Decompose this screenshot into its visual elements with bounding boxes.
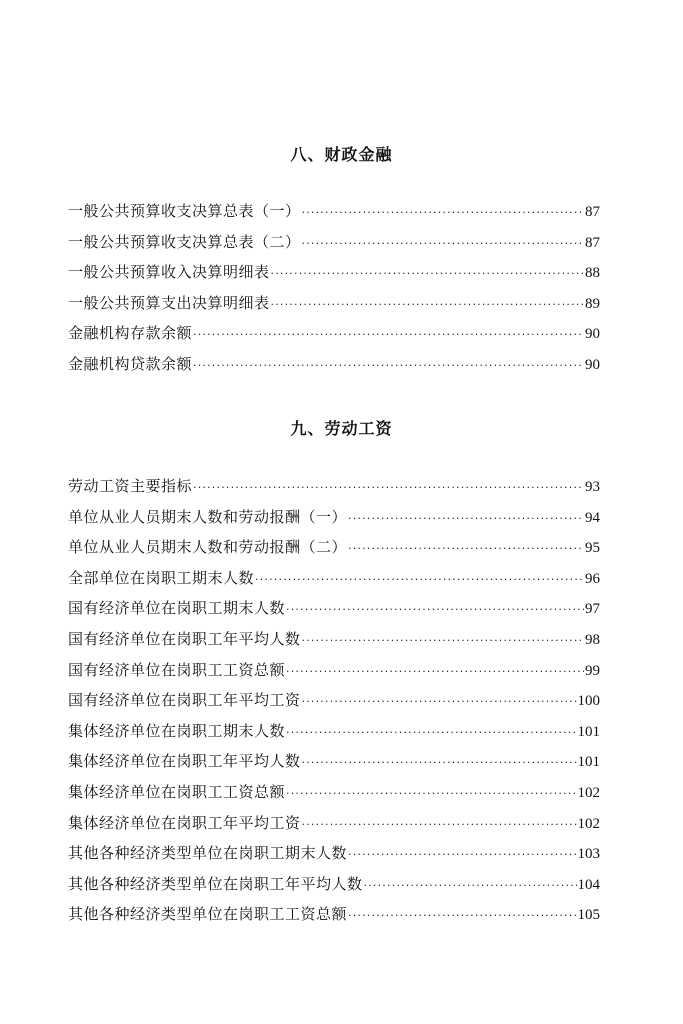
toc-entry-title: 其他各种经济类型单位在岗职工年平均人数 bbox=[68, 874, 363, 893]
toc-entry-title: 集体经济单位在岗职工期末人数 bbox=[68, 721, 286, 740]
toc-entry[interactable] bbox=[68, 536, 600, 567]
toc-entry[interactable] bbox=[68, 506, 600, 537]
toc-leader-dots bbox=[348, 905, 576, 927]
toc-entry-title: 集体经济单位在岗职工年平均工资 bbox=[68, 813, 301, 832]
toc-entry-title: 金融机构存款余额 bbox=[68, 324, 193, 343]
toc-entry[interactable] bbox=[68, 903, 600, 934]
toc-entry[interactable] bbox=[68, 200, 600, 231]
toc-entry-title: 全部单位在岗职工期末人数 bbox=[68, 568, 255, 587]
toc-entry[interactable] bbox=[68, 567, 600, 598]
toc-page-number: 87 bbox=[585, 204, 600, 220]
toc-leader-dots bbox=[348, 844, 576, 866]
toc-leader-dots bbox=[348, 508, 584, 530]
toc-page-number: 96 bbox=[585, 570, 600, 587]
toc-entry-title: 一般公共预算收支决算总表（二） bbox=[68, 232, 301, 251]
toc-entry-title: 其他各种经济类型单位在岗职工工资总额 bbox=[68, 905, 348, 924]
toc-page-number: 100 bbox=[577, 693, 600, 710]
toc-leader-dots bbox=[193, 355, 584, 377]
toc-entry[interactable] bbox=[68, 689, 600, 720]
toc-leader-dots bbox=[302, 630, 584, 652]
toc-entry-title: 国有经济单位在岗职工工资总额 bbox=[68, 660, 286, 679]
toc-entry-title: 金融机构贷款余额 bbox=[68, 354, 193, 373]
toc-leader-dots bbox=[286, 599, 584, 621]
toc-leader-dots bbox=[271, 294, 584, 316]
section-title-finance: 八、财政金融 bbox=[290, 145, 393, 164]
toc-entry[interactable] bbox=[68, 628, 600, 659]
toc-entry-title: 集体经济单位在岗职工工资总额 bbox=[68, 782, 286, 801]
toc-entry[interactable] bbox=[68, 812, 600, 843]
toc-page-number: 105 bbox=[577, 907, 600, 924]
toc-entry[interactable] bbox=[68, 261, 600, 292]
toc-leader-dots bbox=[286, 783, 576, 805]
toc-entry-title: 劳动工资主要指标 bbox=[68, 477, 193, 495]
toc-entry-title: 一般公共预算收支决算总表（一） bbox=[68, 202, 301, 220]
toc-page-number: 90 bbox=[585, 356, 600, 373]
toc-entry[interactable] bbox=[68, 842, 600, 873]
toc-leader-dots bbox=[302, 752, 577, 774]
toc-entry[interactable] bbox=[68, 781, 600, 812]
toc-leader-dots bbox=[302, 814, 577, 836]
toc-page-number: 101 bbox=[577, 723, 600, 740]
toc-page-number: 93 bbox=[585, 479, 600, 495]
toc-page-number: 89 bbox=[585, 295, 600, 312]
toc-page-number: 98 bbox=[585, 631, 600, 648]
toc-entry-title: 集体经济单位在岗职工年平均人数 bbox=[68, 752, 301, 771]
toc-page-number: 88 bbox=[585, 265, 600, 282]
toc-entry[interactable] bbox=[68, 231, 600, 262]
toc-page-number: 87 bbox=[585, 234, 600, 251]
toc-page-number: 97 bbox=[585, 601, 600, 618]
toc-entry-title: 其他各种经济类型单位在岗职工期末人数 bbox=[68, 844, 348, 863]
toc-entry[interactable] bbox=[68, 322, 600, 353]
toc-page-number: 102 bbox=[577, 815, 600, 832]
toc-entry-title: 单位从业人员期末人数和劳动报酬（二） bbox=[68, 538, 348, 557]
toc-entry-title: 一般公共预算支出决算明细表 bbox=[68, 293, 270, 312]
toc-entry[interactable] bbox=[68, 873, 600, 904]
toc-entry-title: 国有经济单位在岗职工期末人数 bbox=[68, 599, 286, 618]
toc-page-number: 104 bbox=[577, 876, 600, 893]
toc-leader-dots bbox=[302, 202, 584, 224]
toc-page-number: 101 bbox=[577, 754, 600, 771]
toc-entry-title: 国有经济单位在岗职工年平均工资 bbox=[68, 691, 301, 710]
toc-leader-dots bbox=[255, 569, 584, 591]
toc-entry-title: 国有经济单位在岗职工年平均人数 bbox=[68, 629, 301, 648]
toc-leader-dots bbox=[271, 263, 584, 285]
section-title-labor-wages: 九、劳动工资 bbox=[290, 419, 393, 438]
toc-page-number: 90 bbox=[585, 326, 600, 343]
toc-leader-dots bbox=[364, 875, 577, 897]
toc-entry[interactable] bbox=[68, 292, 600, 323]
toc-page-number: 94 bbox=[585, 509, 600, 526]
toc-page-number: 102 bbox=[577, 784, 600, 801]
toc-entry[interactable] bbox=[68, 597, 600, 628]
toc-list-labor-wages bbox=[68, 475, 600, 934]
toc-page-number: 99 bbox=[585, 662, 600, 679]
toc-entry[interactable] bbox=[68, 475, 600, 506]
toc-list-finance bbox=[68, 200, 600, 384]
toc-entry[interactable] bbox=[68, 750, 600, 781]
toc-leader-dots bbox=[286, 661, 584, 683]
toc-leader-dots bbox=[348, 538, 584, 560]
toc-leader-dots bbox=[302, 691, 577, 713]
toc-entry-title: 一般公共预算收入决算明细表 bbox=[68, 263, 270, 282]
toc-leader-dots bbox=[193, 477, 584, 499]
toc-entry[interactable] bbox=[68, 659, 600, 690]
toc-entry[interactable] bbox=[68, 720, 600, 751]
toc-entry-title: 单位从业人员期末人数和劳动报酬（一） bbox=[68, 507, 348, 526]
toc-entry[interactable] bbox=[68, 353, 600, 384]
toc-page-number: 95 bbox=[585, 540, 600, 557]
toc-leader-dots bbox=[286, 722, 576, 744]
toc-leader-dots bbox=[193, 324, 584, 346]
toc-page-number: 103 bbox=[577, 846, 600, 863]
toc-leader-dots bbox=[302, 233, 584, 255]
